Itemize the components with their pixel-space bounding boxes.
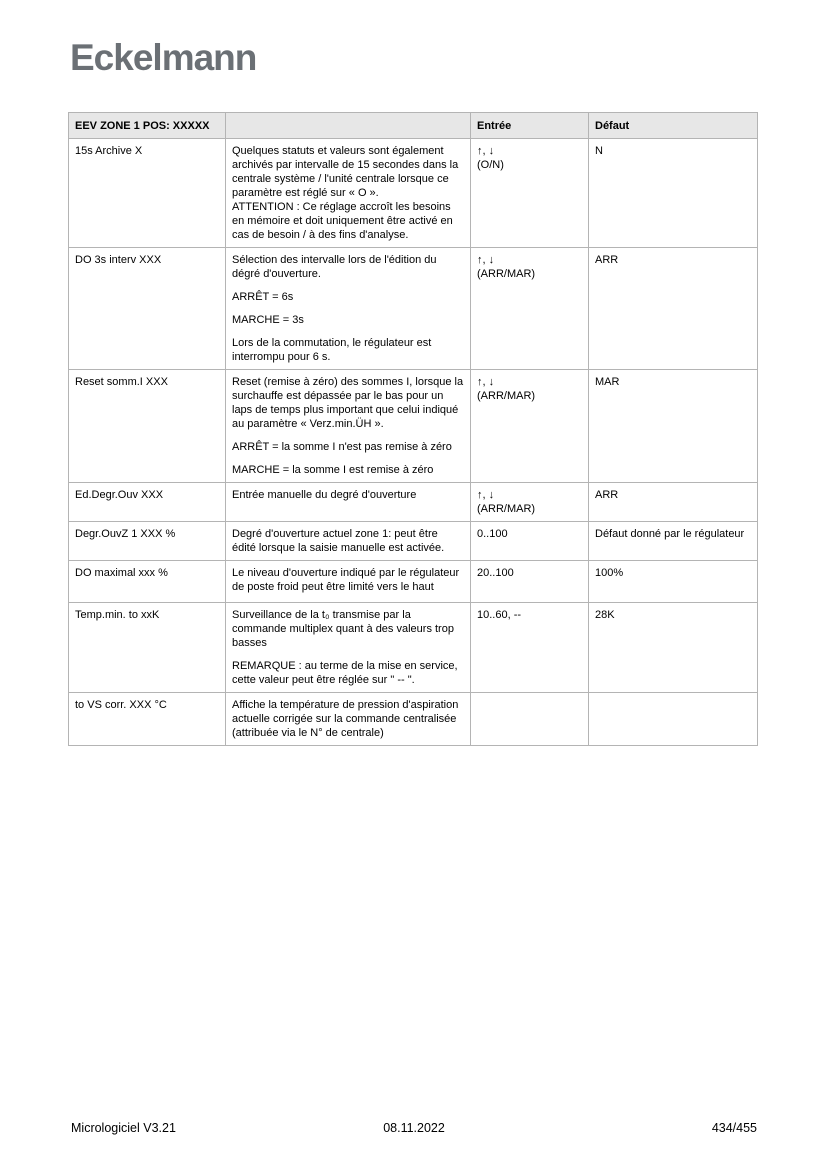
param-label: Temp.min. to xxK (75, 609, 160, 621)
param-cell (69, 370, 226, 483)
param-label: Ed.Degr.Ouv XXX (75, 489, 164, 501)
description-paragraph: ARRÊT = 6s (232, 291, 294, 303)
description-cell (226, 603, 471, 693)
description-paragraph: Sélection des intervalle lors de l'édition du dégré d'ouverture. (232, 254, 437, 280)
param-label: DO maximal xxx % (75, 567, 168, 579)
description-paragraph: Lors de la commutation, le régulateur est interrompu pour 6 s. (232, 337, 432, 363)
entry-line: ↑, ↓ (477, 145, 495, 157)
table-header-entry: Entrée (471, 113, 589, 139)
table-row (69, 693, 758, 746)
default-cell (589, 522, 758, 561)
table-header-row (69, 113, 758, 139)
param-cell (69, 483, 226, 522)
description-paragraph: MARCHE = la somme I est remise à zéro (232, 464, 434, 476)
default-value: 100% (595, 567, 624, 579)
table-header-title: EEV ZONE 1 POS: XXXXX (69, 113, 226, 139)
default-cell (589, 248, 758, 370)
param-label: 15s Archive X (75, 145, 143, 157)
description-paragraph: Reset (remise à zéro) des sommes I, lorsque la surchauffe est dépassée par le bas pour un laps de temps plus important que celui indiqué au paramètre « Verz.min.ÜH ». (232, 376, 464, 430)
table-header-default: Défaut (589, 113, 758, 139)
footer-version: Micrologiciel V3.21 (71, 1121, 176, 1135)
description-paragraph: MARCHE = 3s (232, 314, 304, 326)
table-row (69, 603, 758, 693)
footer-date: 08.11.2022 (383, 1121, 445, 1135)
description-cell (226, 483, 471, 522)
default-value: Défaut donné par le régulateur (595, 528, 745, 540)
table-row (69, 248, 758, 370)
description-paragraph: Surveillance de la t₀ transmise par la commande multiplex quant à des valeurs trop basses (232, 609, 454, 649)
default-cell (589, 139, 758, 248)
entry-cell (471, 139, 589, 248)
entry-line: ↑, ↓ (477, 489, 495, 501)
entry-cell (471, 561, 589, 603)
default-value: N (595, 145, 603, 157)
description-paragraph: Quelques statuts et valeurs sont également archivés par intervalle de 15 secondes dans la centrale système / l'unité centrale lorsque ce paramètre est réglé sur « O ». (232, 145, 459, 199)
default-cell (589, 603, 758, 693)
entry-cell (471, 248, 589, 370)
entry-line: ↑, ↓ (477, 376, 495, 388)
param-cell (69, 248, 226, 370)
entry-cell (471, 693, 589, 746)
default-cell (589, 483, 758, 522)
description-paragraph: Degré d'ouverture actuel zone 1: peut être édité lorsque la saisie manuelle est activée. (232, 528, 445, 554)
description-cell (226, 370, 471, 483)
description-cell (226, 561, 471, 603)
default-value: ARR (595, 489, 619, 501)
param-cell (69, 693, 226, 746)
entry-cell (471, 522, 589, 561)
description-cell (226, 693, 471, 746)
description-cell (226, 248, 471, 370)
description-paragraph: Entrée manuelle du degré d'ouverture (232, 489, 417, 501)
entry-line: (ARR/MAR) (477, 503, 536, 515)
param-label: Degr.OuvZ 1 XXX % (75, 528, 176, 540)
company-logo: Eckelmann (70, 37, 257, 78)
param-label: Reset somm.I XXX (75, 376, 168, 388)
table-row (69, 483, 758, 522)
description-cell (226, 139, 471, 248)
table-row (69, 522, 758, 561)
param-label: to VS corr. XXX °C (75, 699, 167, 711)
default-cell (589, 693, 758, 746)
entry-line: (O/N) (477, 159, 504, 171)
page-footer (71, 1121, 757, 1135)
param-label: DO 3s interv XXX (75, 254, 162, 266)
param-cell (69, 139, 226, 248)
default-cell (589, 561, 758, 603)
description-paragraph: ATTENTION : Ce réglage accroît les besoins en mémoire et doit uniquement être activé en cas de besoin / à des fins d'analyse. (232, 201, 453, 241)
entry-line: 10..60, -- (477, 609, 522, 621)
footer-page-number: 434/455 (711, 1121, 758, 1135)
description-cell (226, 522, 471, 561)
entry-cell (471, 370, 589, 483)
description-paragraph: Affiche la température de pression d'aspiration actuelle corrigée sur la commande centralisée (attribuée via le N° de centrale) (232, 699, 459, 739)
parameter-table (68, 112, 758, 746)
description-paragraph: Le niveau d'ouverture indiqué par le régulateur de poste froid peut être limité vers le haut (232, 567, 460, 593)
description-paragraph: REMARQUE : au terme de la mise en service, cette valeur peut être réglée sur " -- ". (232, 660, 458, 686)
description-paragraph: ARRÊT = la somme I n'est pas remise à zéro (232, 441, 452, 453)
entry-cell (471, 603, 589, 693)
entry-line: (ARR/MAR) (477, 268, 536, 280)
table-header-description (226, 113, 471, 139)
entry-line: 20..100 (477, 567, 514, 579)
default-value: ARR (595, 254, 619, 266)
table-row (69, 370, 758, 483)
default-value: 28K (595, 609, 615, 621)
entry-line: ↑, ↓ (477, 254, 495, 266)
default-value: MAR (595, 376, 620, 388)
param-cell (69, 522, 226, 561)
entry-cell (471, 483, 589, 522)
entry-line: (ARR/MAR) (477, 390, 536, 402)
default-cell (589, 370, 758, 483)
table-row (69, 139, 758, 248)
table-row (69, 561, 758, 603)
param-cell (69, 603, 226, 693)
param-cell (69, 561, 226, 603)
entry-line: 0..100 (477, 528, 508, 540)
